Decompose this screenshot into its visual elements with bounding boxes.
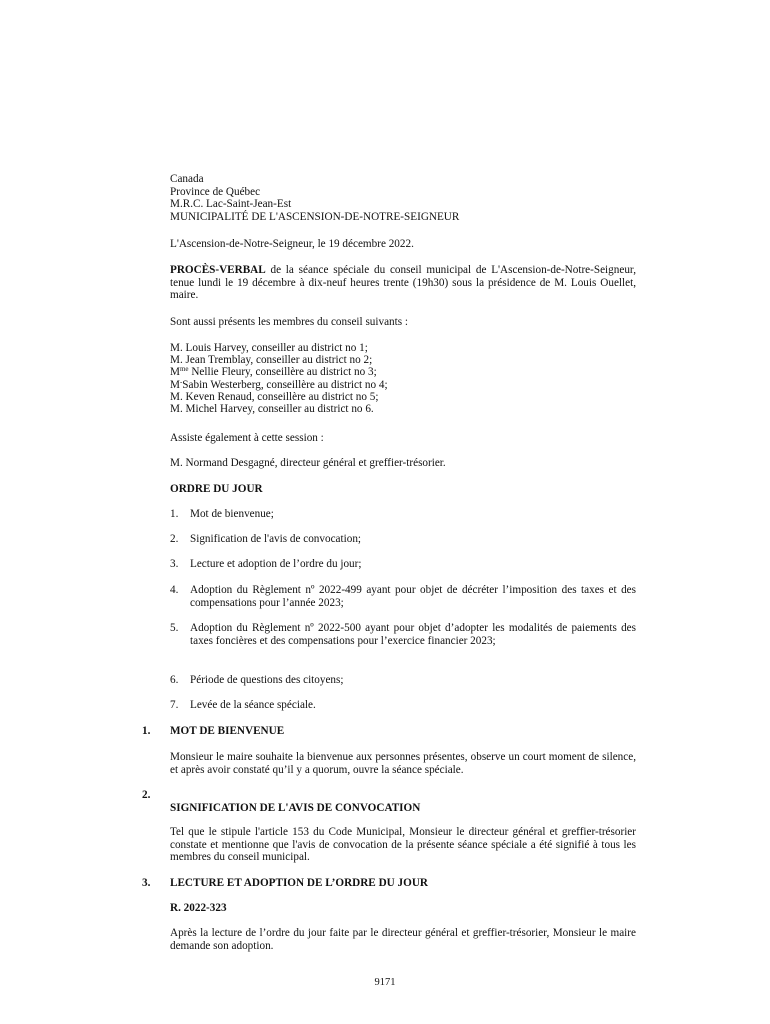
section-body: Tel que le stipule l'article 153 du Code Municipal, Monsieur le directeur général et greffier-trésorier constate et mentionne que l'avis de convocation de la présente séance spéciale a été signifié à tous les membres du conseil municipal. — [170, 826, 636, 864]
member-line: $M^{me}$ Nellie Fleury, conseillère au district no 3; — [170, 365, 377, 379]
member-line: M-Sabin Westerberg, conseillère au district no 4; — [170, 377, 388, 391]
document-header — [170, 173, 459, 223]
page-number: 9171 — [374, 977, 396, 988]
agenda-item: 1. Mot de bienvenue; — [170, 508, 274, 520]
agenda-title: ORDRE DU JOUR — [170, 483, 263, 495]
section-title: SIGNIFICATION DE L'AVIS DE CONVOCATION — [170, 802, 421, 814]
section-body: Après la lecture de l’ordre du jour faite par le directeur général et greffier-trésorier, Monsieur le maire demande son adoption. — [170, 927, 636, 952]
resolution-number: R. 2022-323 — [170, 902, 227, 914]
member-line: M. Louis Harvey, conseiller au district no 1; — [170, 342, 368, 354]
section-number: 1. — [142, 725, 151, 737]
member-line: M. Jean Tremblay, conseiller au district no 2; — [170, 354, 373, 367]
agenda-item: 5. Adoption du Règlement nº 2022-500 ayant pour objet d’adopter les modalités de paiements des taxes foncières et des compensations pour l’exercice financier 2023; — [170, 622, 636, 647]
section-number: 2. — [142, 789, 151, 801]
date-line: L'Ascension-de-Notre-Seigneur, le 19 décembre 2022. — [170, 238, 414, 250]
agenda-item: 3. Lecture et adoption de l’ordre du jour; — [170, 558, 362, 570]
agenda-item: 6. Période de questions des citoyens; — [170, 674, 344, 686]
section-title: LECTURE ET ADOPTION DE L’ORDRE DU JOUR — [170, 877, 428, 889]
assiste-person: M. Normand Desgagné, directeur général et greffier-trésorier. — [170, 457, 446, 469]
header-country: Canada — [170, 173, 204, 185]
agenda-item: 7. Levée de la séance spéciale. — [170, 699, 316, 711]
section-number: 3. — [142, 877, 151, 889]
member-line: M. Michel Harvey, conseiller au district no 6. — [170, 403, 374, 416]
header-province: Province de Québec — [170, 185, 261, 198]
proces-verbal-label: PROCÈS-VERBAL — [170, 264, 266, 276]
section-title: MOT DE BIENVENUE — [170, 725, 285, 737]
proces-verbal-paragraph — [170, 264, 636, 302]
agenda-item: 4. Adoption du Règlement nº 2022-499 ayant pour objet de décréter l’imposition des taxes et des compensations pour l’année 2023; — [170, 584, 636, 609]
members-list — [170, 342, 388, 415]
member-line: M. Keven Renaud, conseillère au district no 5; — [170, 390, 379, 403]
assiste-intro: Assiste également à cette session : — [170, 432, 324, 444]
agenda-item: 2. Signification de l'avis de convocation; — [170, 533, 362, 545]
section-body: Monsieur le maire souhaite la bienvenue aux personnes présentes, observe un court moment de silence, et après avoir constaté qu’il y a quorum, ouvre la séance spéciale. — [170, 751, 636, 776]
presents-intro: Sont aussi présents les membres du conseil suivants : — [170, 316, 409, 328]
proces-verbal-text: de la séance spéciale du conseil municipal de L'Ascension-de-Notre-Seigneur, tenue lundi le 19 décembre à dix-neuf heures trente (19h30) sous la présidence de M. Louis Ouellet, maire. — [170, 264, 636, 302]
header-mrc: M.R.C. Lac-Saint-Jean-Est — [170, 198, 292, 211]
header-municipality: MUNICIPALITÉ DE L'ASCENSION-DE-NOTRE-SEIGNEUR — [170, 210, 460, 223]
